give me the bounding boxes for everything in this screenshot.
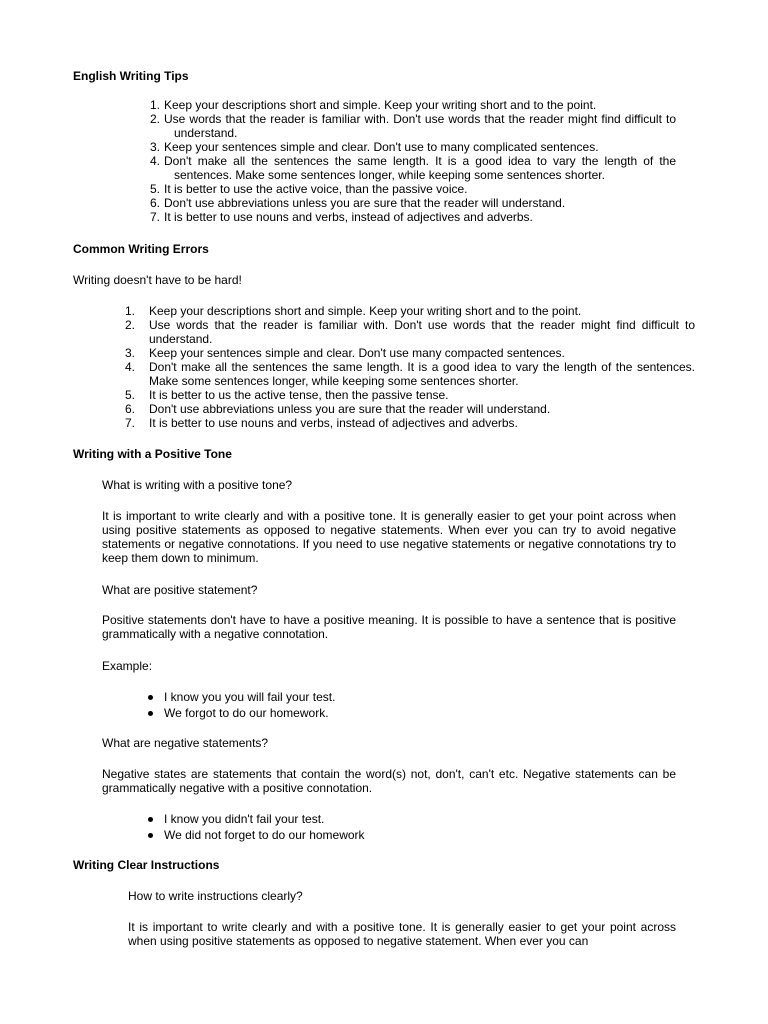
list-number: 5. [125, 388, 136, 402]
list-item-text: Don't make all the sentences the same length. It is a good idea to vary the length of the sentences. Make some sentences longer, while keeping some sentences shorter. [149, 360, 695, 388]
examples-negative-list [148, 812, 648, 842]
bullet-item [148, 690, 648, 704]
list-number: 2. [125, 318, 136, 332]
list-item-text: Keep your descriptions short and simple. Keep your writing short and to the point. [164, 98, 597, 112]
errors-list [125, 304, 695, 430]
bullet-text: We did not forget to do our homework [164, 828, 365, 842]
errors-intro: Writing doesn't have to be hard! [73, 273, 242, 287]
heading-positive-tone: Writing with a Positive Tone [73, 447, 232, 461]
bullet-text: I know you didn't fail your test. [164, 812, 325, 826]
question-positive-statement: What are positive statement? [102, 583, 258, 597]
list-item [150, 210, 676, 224]
list-item-text: Don't use abbreviations unless you are sure that the reader will understand. [164, 196, 566, 210]
question-positive-tone: What is writing with a positive tone? [102, 478, 293, 492]
bullet-text: We forgot to do our homework. [164, 706, 329, 720]
heading-english-writing-tips: English Writing Tips [73, 69, 189, 83]
list-item-text: It is better to use nouns and verbs, instead of adjectives and adverbs. [149, 416, 518, 430]
list-number: 3. [150, 140, 161, 154]
bullet-item [148, 812, 648, 826]
tips-list [150, 98, 676, 224]
list-item-text: Don't use abbreviations unless you are sure that the reader will understand. [149, 402, 551, 416]
question-instructions: How to write instructions clearly? [128, 889, 303, 903]
heading-common-writing-errors: Common Writing Errors [73, 242, 209, 256]
list-item-text: Use words that the reader is familiar with. Don't use words that the reader might find difficult to understand. [149, 318, 695, 346]
list-item [125, 360, 695, 388]
list-item [150, 140, 676, 154]
bullet-icon [148, 833, 153, 838]
list-number: 1. [150, 98, 161, 112]
list-number: 6. [150, 196, 161, 210]
list-item [150, 182, 676, 196]
list-number: 6. [125, 402, 136, 416]
bullet-icon [148, 711, 153, 716]
list-item-text: It is better to use nouns and verbs, instead of adjectives and adverbs. [164, 210, 533, 224]
list-number: 2. [150, 112, 161, 126]
examples-positive-list [148, 690, 648, 720]
list-number: 1. [125, 304, 136, 318]
list-item-text: Don't make all the sentences the same length. It is a good idea to vary the length of the sentences. Make some sentences longer, while keeping some sentences shorter. [164, 154, 676, 182]
list-item [125, 346, 695, 360]
list-number: 5. [150, 182, 161, 196]
list-number: 7. [125, 416, 136, 430]
bullet-icon [148, 695, 153, 700]
list-item-text: Use words that the reader is familiar with. Don't use words that the reader might find difficult to understand. [164, 112, 676, 140]
list-item [125, 304, 695, 318]
list-number: 7. [150, 210, 161, 224]
bullet-icon [148, 817, 153, 822]
list-item [125, 402, 695, 416]
bullet-text: I know you you will fail your test. [164, 690, 336, 704]
bullet-item [148, 706, 648, 720]
list-item-text: Keep your sentences simple and clear. Don't use to many complicated sentences. [164, 140, 599, 154]
list-item [125, 388, 695, 402]
list-number: 3. [125, 346, 136, 360]
example-label: Example: [102, 659, 153, 673]
list-item [150, 154, 676, 182]
list-item [150, 98, 676, 112]
list-item [150, 112, 676, 140]
paragraph-instructions: It is important to write clearly and with a positive tone. It is generally easier to get your point across when using positive statements as opposed to negative statement. When ever you can [128, 920, 676, 948]
list-item-text: It is better to use the active voice, than the passive voice. [164, 182, 468, 196]
paragraph-positive-tone: It is important to write clearly and with a positive tone. It is generally easier to get your point across when using positive statements as opposed to negative statements. When ever you can try to avoid negative statements or negative connotations. If you need to use negative statements or negative connotations try to keep them down to minimum. [102, 509, 676, 565]
bullet-item [148, 828, 648, 842]
list-item [150, 196, 676, 210]
list-item-text: Keep your sentences simple and clear. Don't use many compacted sentences. [149, 346, 565, 360]
list-number: 4. [150, 154, 161, 168]
heading-clear-instructions: Writing Clear Instructions [73, 858, 220, 872]
list-item-text: It is better to us the active tense, then the passive tense. [149, 388, 449, 402]
question-negative-statements: What are negative statements? [102, 736, 269, 750]
paragraph-negative-statements: Negative states are statements that contain the word(s) not, don't, can't etc. Negative statements can be grammatically negative with a positive connotation. [102, 767, 676, 795]
list-number: 4. [125, 360, 136, 374]
list-item-text: Keep your descriptions short and simple. Keep your writing short and to the point. [149, 304, 582, 318]
list-item [125, 318, 695, 346]
list-item [125, 416, 695, 430]
paragraph-positive-statement: Positive statements don't have to have a positive meaning. It is possible to have a sentence that is positive grammatically with a negative connotation. [102, 613, 676, 641]
